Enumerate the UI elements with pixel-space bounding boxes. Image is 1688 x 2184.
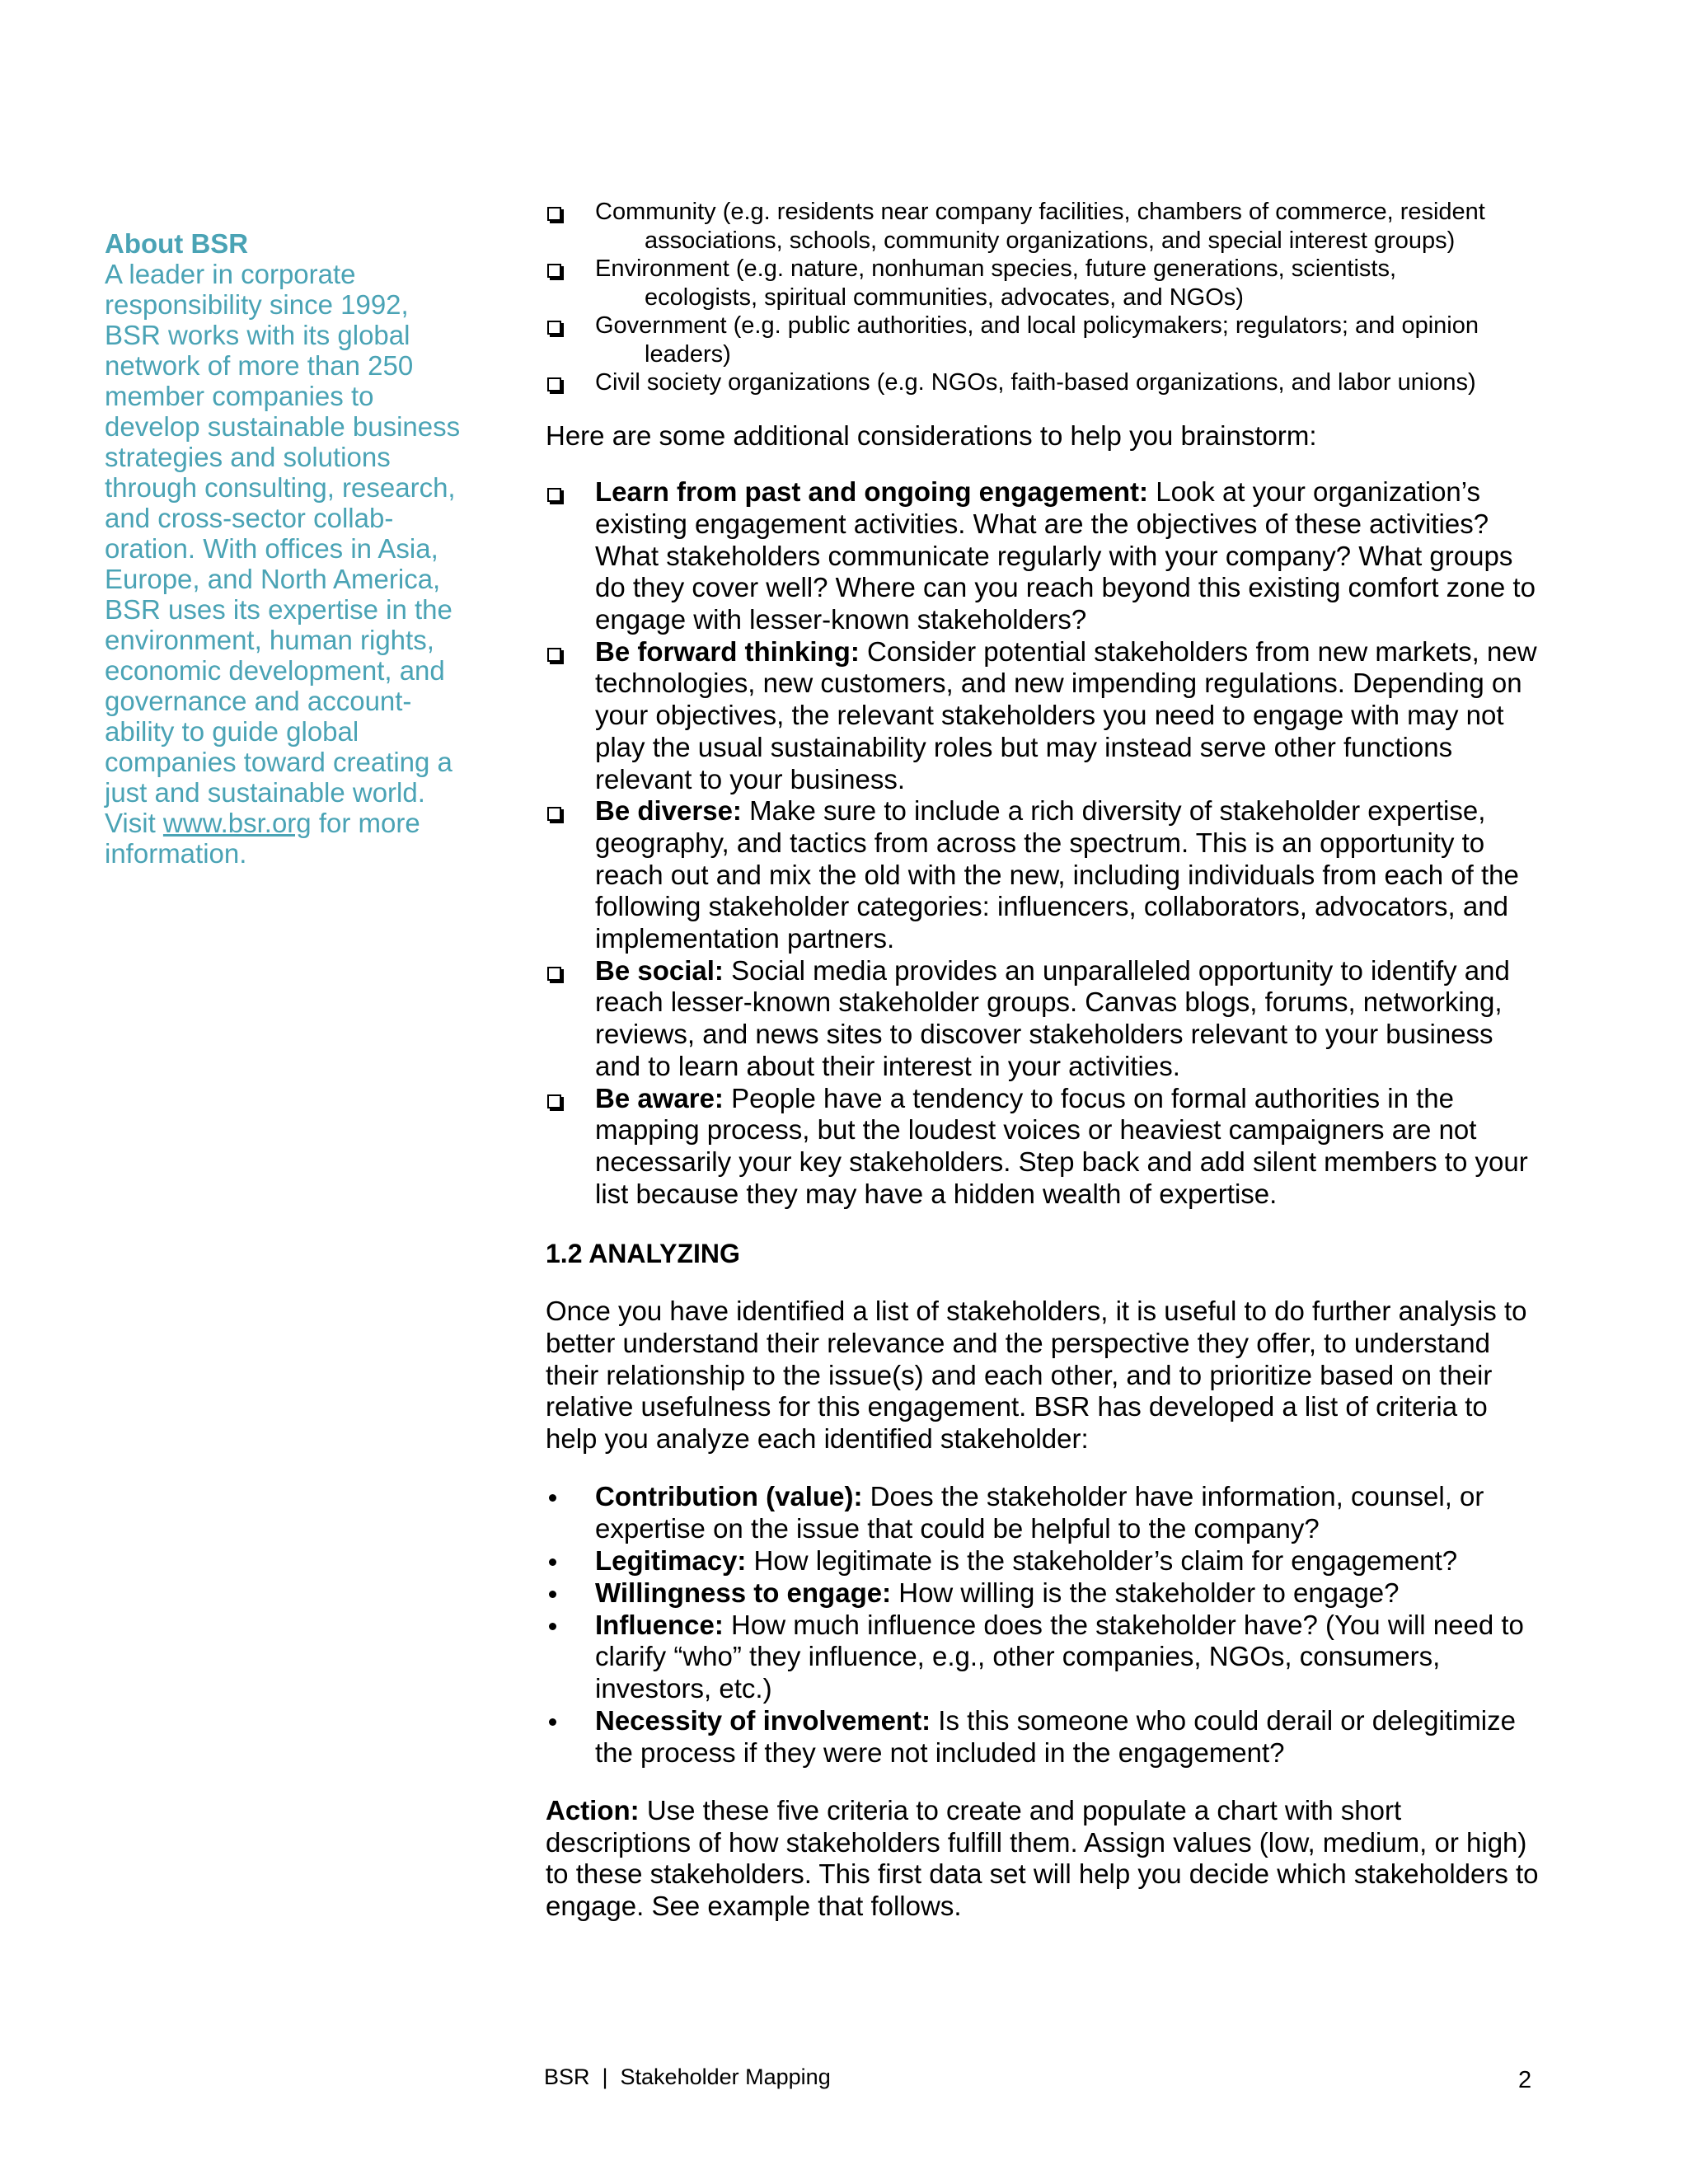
sidebar-line: economic development, and [105,655,445,686]
item-text: Social media provides an unparalleled opportunity to identify and reach lesser-known stakeholder groups. Canvas blogs, forums, networking, reviews, and news sites to discover stakeholders relevant to your business and to learn about their interest in your activities. [595,954,1510,1081]
item-text: Does the stakeholder have information, counsel, or expertise on the issue that could be helpful to the company? [595,1480,1484,1544]
checkbox-bullet-icon [547,377,561,391]
list-item [546,1083,1543,1211]
list-item [546,312,1543,368]
item-text: People have a tendency to focus on formal authorities in the mapping process, but the loudest voices or heaviest campaigners are not necessarily your key stakeholders. Step back and add silent members to your list because they may have a hidden wealth of expertise. [595,1082,1528,1209]
page-number: 2 [1518,2067,1532,2093]
checkbox-bullet-icon [547,967,561,981]
list-item-continuation: ecologists, spiritual communities, advocates, and NGOs) [645,284,1244,311]
about-bsr-sidebar [105,228,484,869]
visit-suffix: for more [311,808,420,838]
analyzing-intro: Once you have identified a list of stakeholders, it is useful to do further analysis to better understand their relevance and the perspective they offer, to understand their relationship to the issue(s) and each other, and to prioritize based on their relative usefulness for this engagement. BSR has developed a list of criteria to help you analyze each identified stakeholder: [546,1296,1527,1455]
bullet-icon [549,1623,556,1630]
list-item [546,1705,1543,1769]
sidebar-line: A leader in corporate [105,259,356,289]
sidebar-line: ability to guide global [105,716,359,747]
sidebar-line: develop sustainable business [105,411,461,442]
stakeholder-types-list [546,198,1543,397]
checkbox-bullet-icon [547,807,561,821]
sidebar-line: BSR works with its global [105,320,410,350]
checkbox-bullet-icon [547,488,561,502]
item-title: Necessity of involvement: [595,1705,931,1736]
checkbox-bullet-icon [547,648,561,662]
bsr-website-link[interactable]: www.bsr.org [162,808,312,838]
item-text: Make sure to include a rich diversity of stakeholder expertise, geography, and tactics from across the spectrum. This is an opportunity to reach out and mix the old with the new, including individuals from each of the following stakeholder categories: influencers, collaborators, advocators, and implementation partners. [595,795,1519,954]
item-text: How much influence does the stakeholder have? (You will need to clarify “who” they influence, e.g., other companies, NGOs, consumers, investors, etc.) [595,1609,1524,1704]
list-item [546,1545,1543,1577]
checkbox-bullet-icon [547,1094,561,1108]
list-item [546,955,1543,1083]
sidebar-visit-line [105,808,484,838]
criteria-list [546,1481,1543,1769]
sidebar-line: Europe, and North America, [105,564,441,594]
item-title: Willingness to engage: [595,1577,892,1608]
item-text: Consider potential stakeholders from new markets, new technologies, new customers, and new impending regulations. Depending on your objectives, the relevant stakeholders you need to engage with may not play the usual sustainability roles but may instead serve other functions relevant to your business. [595,635,1537,794]
checkbox-bullet-icon [547,207,561,221]
sidebar-line: companies toward creating a [105,747,452,777]
checkbox-bullet-icon [547,321,561,335]
item-title: Be aware: [595,1082,724,1113]
sidebar-title: About BSR [105,228,249,259]
visit-prefix: Visit [105,808,163,838]
list-item-continuation: associations, schools, community organizations, and special interest groups) [645,227,1456,254]
list-item-text: Civil society organizations (e.g. NGOs, faith-based organizations, and labor unions) [595,369,1476,396]
sidebar-line: information. [105,838,247,869]
item-title: Contribution (value): [595,1480,863,1511]
checkbox-bullet-icon [547,264,561,278]
list-item [546,1481,1543,1545]
bullet-icon [549,1558,556,1566]
list-item [546,368,1543,397]
list-item [546,198,1543,255]
action-title: Action: [546,1795,640,1826]
list-item [546,1577,1543,1610]
section-heading: 1.2 ANALYZING [546,1239,740,1269]
item-text: Is this someone who could derail or delegitimize the process if they were not included in the engagement? [595,1705,1516,1769]
footer-title: BSR | Stakeholder Mapping [544,2064,831,2089]
list-item [546,795,1543,955]
list-item [546,636,1543,796]
item-title: Legitimacy: [595,1544,747,1576]
main-content [546,198,1543,1923]
item-title: Learn from past and ongoing engagement: [595,476,1149,508]
list-item-text: Government (e.g. public authorities, and local policymakers; regulators; and opinion [595,312,1479,339]
list-item [546,1610,1543,1706]
item-text: How willing is the stakeholder to engage? [891,1577,1400,1608]
bullet-icon [549,1718,556,1726]
bullet-icon [549,1494,556,1502]
item-title: Be forward thinking: [595,635,860,667]
sidebar-line: BSR uses its expertise in the [105,594,452,625]
sidebar-line: strategies and solutions [105,442,391,472]
sidebar-line: oration. With offices in Asia, [105,533,438,564]
sidebar-line: governance and account- [105,686,412,716]
sidebar-line: member companies to [105,381,374,411]
item-title: Be diverse: [595,795,742,827]
item-text: Look at your organization’s existing engagement activities. What are the objectives of these activities? What stakeholders communicate regularly with your company? What groups do they cover well? Where can you reach beyond this existing comfort zone to engage with lesser-known stakeholders? [595,476,1536,635]
item-title: Be social: [595,954,724,986]
list-item-continuation: leaders) [645,340,731,368]
sidebar-line: responsibility since 1992, [105,289,409,320]
item-text: How legitimate is the stakeholder’s claim for engagement? [746,1544,1458,1576]
considerations-list [546,476,1543,1210]
list-item [546,476,1543,636]
sidebar-line: network of more than 250 [105,350,414,381]
sidebar-line: and cross-sector collab- [105,503,394,533]
bullet-icon [549,1591,556,1598]
item-title: Influence: [595,1609,724,1640]
action-paragraph [546,1795,1543,1923]
list-item-text: Environment (e.g. nature, nonhuman species, future generations, scientists, [595,255,1397,282]
list-item [546,255,1543,312]
action-text: Use these five criteria to create and populate a chart with short descriptions of how stakeholders fulfill them. Assign values (low, medium, or high) to these stakeholders. This first data set will help you decide which stakeholders to engage. See example that follows. [546,1795,1539,1922]
sidebar-line: environment, human rights, [105,625,434,655]
brainstorm-intro: Here are some additional considerations to help you brainstorm: [546,419,1317,451]
sidebar-line: just and sustainable world. [105,777,425,808]
sidebar-line: through consulting, research, [105,472,456,503]
list-item-text: Community (e.g. residents near company facilities, chambers of commerce, resident [595,199,1485,225]
